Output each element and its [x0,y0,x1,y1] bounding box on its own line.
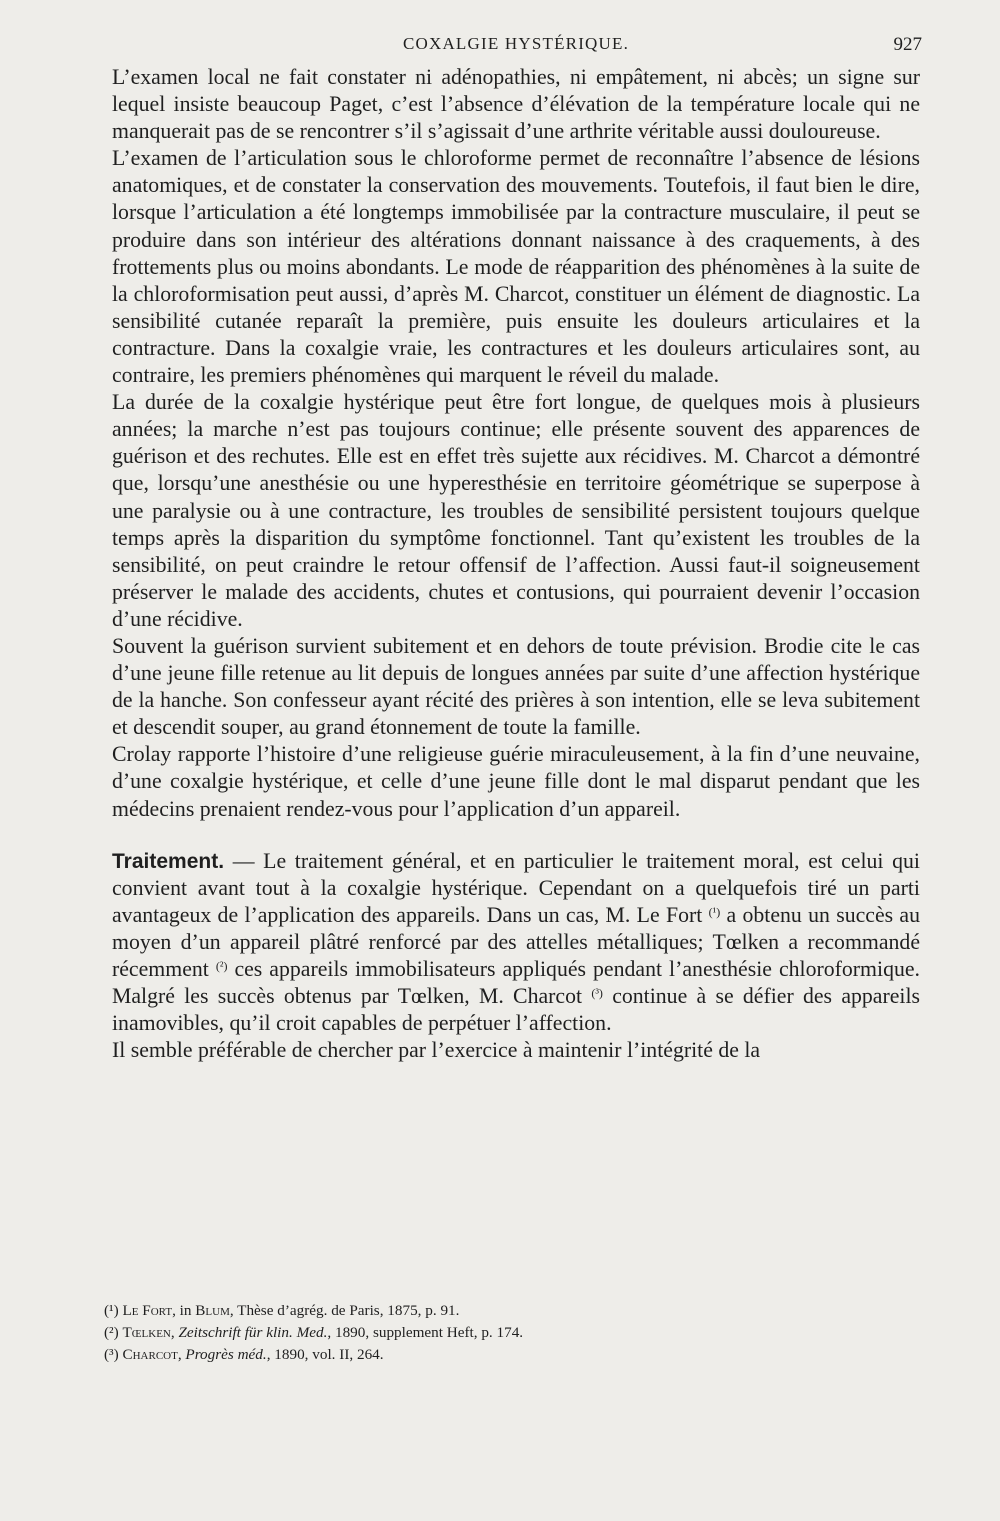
treatment-text: — Le traitement général, et en particulier le traitement moral, est celui qui convient avant tout à la coxalgie hystérique. Cependant on a quelquefois tiré un parti avantageux de l’application des appareils. Dans un cas, M. Le Fort [112,848,920,927]
running-head: COXALGIE HYSTÉRIQUE. [402,34,630,53]
footnote-journal: Zeitschrift für klin. Med. [178,1324,328,1341]
paragraph: L’examen de l’articulation sous le chloroforme permet de reconnaître l’absence de lésions anatomiques, et de constater la conservation des mouvements. Toutefois, il faut bien le dire, lorsque l’articulation a été longtemps immobilisée par la contracture musculaire, il peut se produire dans son intérieur des altérations donnant naissance à des craquements, à des frottements plus ou moins abondants. Le mode de réapparition des phénomènes à la suite de la chloroformisation peut aussi, d’après M. Charcot, constituer un élément de diagnostic. La sensibilité cutanée reparaît la première, puis ensuite les douleurs articulaires et la contracture. Dans la coxalgie vraie, les contractures et les douleurs articulaires sont, au contraire, les premiers phénomènes qui marquent le réveil du malade. [112,146,920,388]
body-text [112,64,920,1064]
footnote-author: Charcot [122,1346,178,1363]
paragraph: Crolay rapporte l’histoire d’une religieuse guérie miraculeusement, à la fin d’une neuvaine, d’une coxalgie hystérique, et celle d’une jeune fille dont le mal disparut pendant que les médecins prenaient rendez-vous pour l’application d’un appareil. [112,742,920,821]
page-number: 927 [893,34,922,55]
paragraph: L’examen local ne fait constater ni adénopathies, ni empâtement, ni abcès; un signe sur lequel insiste beaucoup Paget, c’est l’absence d’élévation de la température locale qui ne manquerait pas de se rencontrer s’il s’agissait d’une arthrite véritable aussi douloureuse. [112,65,920,144]
footnote-marker: (³) [104,1346,119,1363]
page-header [110,34,922,58]
paragraph: Souvent la guérison survient subitement et en dehors de toute prévision. Brodie cite le cas d’une jeune fille retenue au lit depuis de longues années par suite d’une affection hystérique de la hanche. Son confesseur ayant récité des prières à son intention, elle se leva subitement et descendit souper, au grand étonnement de toute la famille. [112,633,920,740]
footnote-author: Tœlken [122,1324,171,1341]
footnote-text: , 1890, vol. II, 264. [266,1346,384,1363]
footnote-ref-2: (²) [215,959,228,973]
paragraph: La durée de la coxalgie hystérique peut être fort longue, de quelques mois à plusieurs années; la marche n’est pas toujours continue; elle présente souvent des apparences de guérison et des rechutes. Elle est en effet très sujette aux récidives. M. Charcot a démontré que, lorsqu’une anesthésie ou une hyperesthésie en territoire géométrique se superpose à une paralysie ou à une contracture, les troubles de sensibilité persistent toujours quelque temps après la disparition du symptôme fonctionnel. Tant qu’existent les troubles de la sensibilité, on peut craindre le retour offensif de l’affection. Aussi faut-il soigneusement préserver le malade des accidents, chutes et contusions, qui pourraient devenir l’occasion d’une récidive. [112,390,920,631]
paragraph-continued: Il semble préférable de chercher par l’exercice à maintenir l’intégrité de la [112,1038,761,1063]
footnote-text: , Thèse d’agrég. de Paris, 1875, p. 91. [229,1302,460,1319]
footnote-2: (²) Tœlken, Zeitschrift für klin. Med., 1890, supplement Heft, p. 174. [104,1324,524,1341]
footnote-marker: (¹) [104,1302,119,1319]
treatment-paragraph [112,848,920,1038]
footnote-text: , in [172,1302,196,1319]
footnote-ref-1: (¹) [708,904,721,919]
footnote-3: (³) Charcot, Progrès méd., 1890, vol. II, 264. [104,1346,384,1363]
treatment-text: continue à se défier des appareils inamovibles, qu’il croit capables de perpétuer l’affection. [112,984,920,1036]
footnote-1 [104,1300,920,1322]
footnote-ref-3: (³) [591,986,603,1001]
footnote-marker: (²) [104,1324,119,1341]
footnote-author: Le Fort [122,1302,173,1319]
section-heading: Traitement. [112,849,225,873]
footnotes [104,1300,920,1366]
footnote-journal: Progrès méd. [185,1346,267,1363]
footnote-author: Blum [195,1302,230,1319]
treatment-text: ces appareils immobilisateurs appliqués pendant l’anesthésie chloroformique. Malgré les succès obtenus par Tœlken, M. Charcot [112,957,920,1009]
treatment-text: a obtenu un succès au moyen d’un appareil plâtré renforcé par des attelles métalliques; Tœlken a recommandé récemment [112,902,920,981]
footnote-text: , 1890, supplement Heft, p. 174. [327,1324,524,1341]
